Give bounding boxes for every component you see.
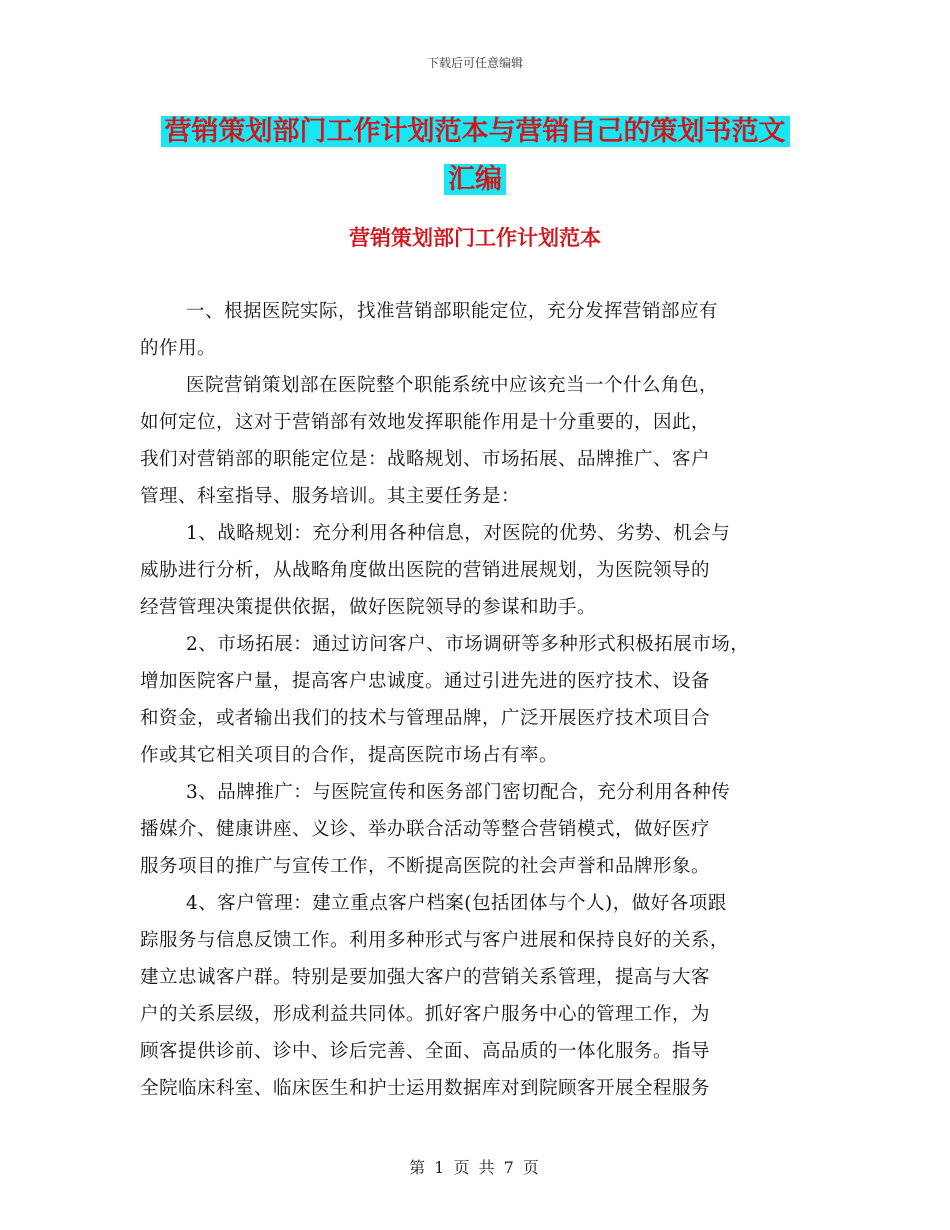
document-title-line-2: 汇编 (444, 164, 506, 195)
page-footer: 第 1 页 共 7 页 (409, 1158, 541, 1177)
paragraph-line: 和资金，或者输出我们的技术与管理品牌，广泛开展医疗技术项目合 (140, 708, 711, 729)
header-note: 下载后可任意编辑 (426, 56, 523, 70)
paragraph-line: 我们对营销部的职能定位是：战略规划、市场拓展、品牌推广、客户 (140, 449, 711, 470)
paragraph-line: 如何定位，这对于营销部有效地发挥职能作用是十分重要的，因此， (140, 412, 711, 433)
paragraph-line: 一、根据医院实际，找准营销部职能定位，充分发挥营销部应有 (186, 301, 719, 322)
paragraph-line: 医院营销策划部在医院整个职能系统中应该充当一个什么角色， (186, 375, 719, 396)
paragraph-line: 全院临床科室、临床医生和护士运用数据库对到院顾客开展全程服务 (140, 1078, 711, 1099)
paragraph-line: 户的关系层级，形成利益共同体。抓好客户服务中心的管理工作，为 (140, 1004, 711, 1025)
paragraph-line: 顾客提供诊前、诊中、诊后完善、全面、高品质的一体化服务。指导 (140, 1041, 711, 1062)
paragraph-line: 增加医院客户量，提高客户忠诚度。通过引进先进的医疗技术、设备 (140, 671, 711, 692)
paragraph-line: 作或其它相关项目的合作，提高医院市场占有率。 (140, 745, 559, 766)
document-title-line-1: 营销策划部门工作计划范本与营销自己的策划书范文 (161, 116, 790, 147)
paragraph-line: 管理、科室指导、服务培训。其主要任务是： (140, 486, 521, 507)
paragraph-line: 的作用。 (140, 338, 217, 359)
paragraph-line: 服务项目的推广与宣传工作，不断提高医院的社会声誉和品牌形象。 (140, 856, 711, 877)
section-title: 营销策划部门工作计划范本 (349, 226, 601, 250)
body-text (140, 293, 810, 1107)
paragraph-line: 威胁进行分析，从战略角度做出医院的营销进展规划，为医院领导的 (140, 560, 711, 581)
paragraph-line: 播媒介、健康讲座、义诊、举办联合活动等整合营销模式，做好医疗 (140, 819, 711, 840)
document-title (140, 108, 810, 204)
paragraph-line: 1、战略规划：充分利用各种信息，对医院的优势、劣势、机会与 (186, 523, 731, 544)
paragraph-line: 踪服务与信息反馈工作。利用多种形式与客户进展和保持良好的关系， (140, 930, 730, 951)
paragraph-line: 4、客户管理：建立重点客户档案(包括团体与个人)，做好各项跟 (186, 893, 727, 914)
paragraph-line: 建立忠诚客户群。特别是要加强大客户的营销关系管理，提高与大客 (140, 967, 711, 988)
paragraph-line: 2、市场拓展：通过访问客户、市场调研等多种形式积极拓展市场， (186, 634, 750, 655)
paragraph-line: 经营管理决策提供依据，做好医院领导的参谋和助手。 (140, 597, 597, 618)
paragraph-line: 3、品牌推广：与医院宣传和医务部门密切配合，充分利用各种传 (186, 782, 731, 803)
